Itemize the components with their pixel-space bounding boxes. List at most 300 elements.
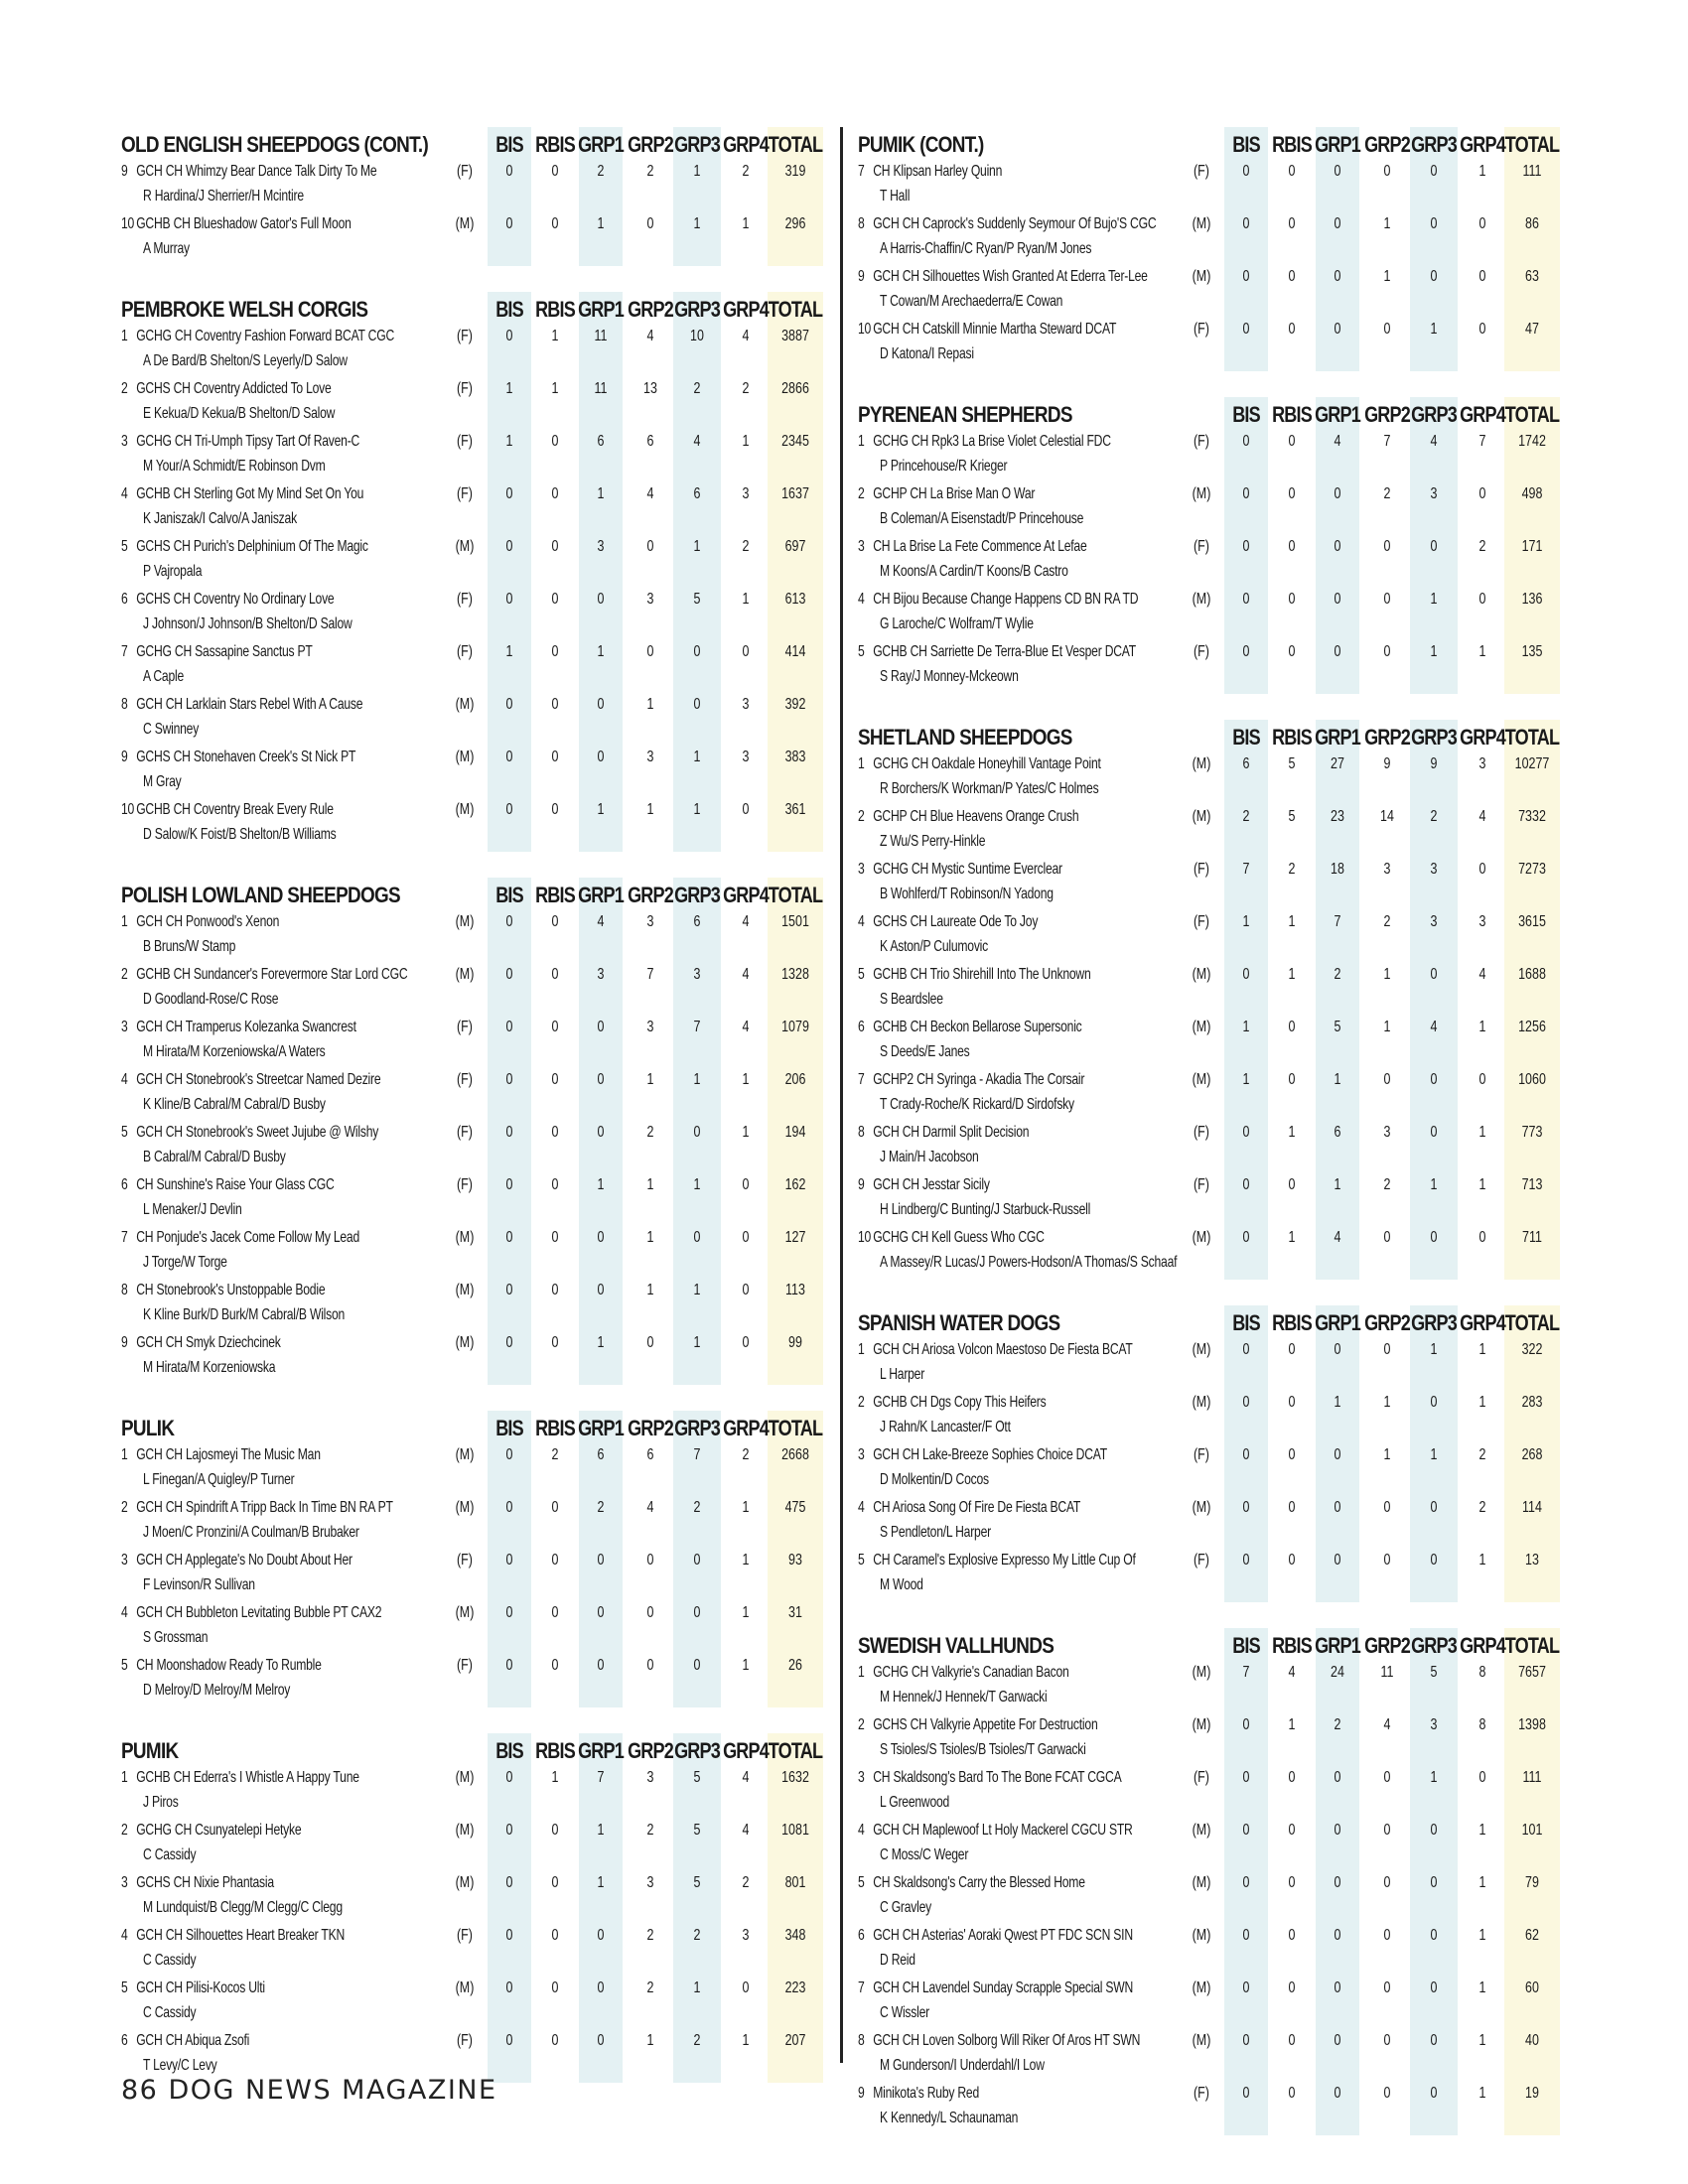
entry-dog-name: GCHP2 CH Syringa - Akadia The Corsair [873, 1071, 1085, 1088]
column-header-total: TOTAL [1504, 725, 1560, 750]
column-header-rbis: RBIS [1272, 132, 1312, 157]
stat-bis: 0 [505, 215, 513, 232]
entry-rank: 1 [858, 755, 865, 772]
stat-bis: 0 [1242, 1927, 1250, 1944]
stat-grp3: 4 [1430, 433, 1438, 450]
stat-bis: 1 [505, 433, 513, 450]
ranking-entry [858, 1444, 1553, 1497]
breed-section [121, 1733, 823, 2083]
entry-dog-name: GCHB CH Beckon Bellarose Supersonic [873, 1019, 1082, 1035]
entry-sex: (M) [1192, 1664, 1211, 1681]
entry-line [858, 1446, 1107, 1464]
column-header-total: TOTAL [768, 1738, 823, 1763]
entry-rank: 8 [121, 1282, 128, 1298]
section-title: PEMBROKE WELSH CORGIS [121, 297, 368, 322]
entry-sex: (M) [1192, 1019, 1211, 1035]
stat-grp4: 1 [742, 1657, 750, 1674]
entry-dog-name: GCH CH Pilisi-Kocos Ulti [136, 1979, 265, 1996]
stat-total: 13 [1525, 1552, 1539, 1569]
stat-grp1: 0 [1334, 1822, 1341, 1839]
section-header [858, 720, 1560, 753]
stat-bis: 0 [1242, 321, 1250, 338]
stat-bis: 0 [505, 913, 513, 930]
entry-sex: (F) [457, 380, 473, 397]
column-header-grp1: GRP1 [1315, 1633, 1360, 1658]
entry-sex: (F) [1194, 2085, 1209, 2102]
entry-owners: C Cassidy [143, 1952, 197, 1969]
entry-owners: J Torge/W Torge [143, 1254, 227, 1271]
entry-owners: S Grossman [143, 1629, 209, 1646]
entry-owners: Z Wu/S Perry-Hinkle [880, 833, 986, 850]
stat-total: 319 [784, 163, 806, 180]
stat-rbis: 0 [551, 485, 559, 502]
stat-total: 127 [784, 1229, 806, 1246]
stat-grp3: 1 [693, 1071, 701, 1088]
column-header-total: TOTAL [768, 132, 823, 157]
entry-owners: D Goodland-Rose/C Rose [143, 991, 279, 1008]
entry-rank: 4 [858, 1499, 865, 1516]
entry-dog-name: GCHB CH Trio Shirehill Into The Unknown [873, 966, 1091, 983]
stat-grp3: 7 [693, 1019, 701, 1035]
stat-grp4: 2 [742, 380, 750, 397]
stat-grp2: 1 [1383, 1394, 1391, 1411]
stat-grp4: 4 [742, 1769, 750, 1786]
ranking-entry [121, 911, 816, 964]
entry-dog-name: GCHB CH Blueshadow Gator's Full Moon [136, 215, 352, 232]
stat-rbis: 4 [1288, 1664, 1296, 1681]
column-header-grp2: GRP2 [628, 132, 673, 157]
stat-grp4: 1 [742, 591, 750, 608]
entry-sex: (M) [1192, 1071, 1211, 1088]
entry-rank: 6 [121, 591, 128, 608]
stat-grp1: 2 [1334, 1716, 1341, 1733]
stat-rbis: 1 [1288, 1124, 1296, 1141]
section-header [858, 397, 1560, 431]
stat-grp4: 0 [742, 1176, 750, 1193]
entry-line [121, 1552, 352, 1570]
stat-grp1: 1 [597, 215, 605, 232]
stat-total: 475 [784, 1499, 806, 1516]
stat-total: 7273 [1518, 861, 1546, 878]
stat-rbis: 0 [551, 1019, 559, 1035]
stat-bis: 0 [1242, 591, 1250, 608]
stat-rbis: 0 [551, 433, 559, 450]
stat-bis: 0 [1242, 2032, 1250, 2049]
stat-grp1: 0 [597, 1604, 605, 1621]
entry-dog-name: GCH CH Spindrift A Tripp Back In Time BN RA PT [136, 1499, 393, 1516]
stat-grp1: 0 [1334, 321, 1341, 338]
column-header-grp1: GRP1 [1315, 725, 1360, 750]
column-header-grp1: GRP1 [1315, 1310, 1360, 1335]
stat-bis: 6 [1242, 755, 1250, 772]
entry-owners: D Katona/I Repasi [880, 345, 974, 362]
stat-rbis: 0 [1288, 591, 1296, 608]
stat-total: 47 [1525, 321, 1539, 338]
entry-sex: (M) [1192, 1394, 1211, 1411]
column-header-total: TOTAL [1504, 1310, 1560, 1335]
section-title: SPANISH WATER DOGS [858, 1310, 1060, 1335]
column-header-grp4: GRP4 [723, 1738, 769, 1763]
stat-grp4: 1 [742, 433, 750, 450]
stat-total: 2866 [781, 380, 809, 397]
entry-line [121, 1282, 325, 1299]
entry-rank: 4 [858, 1822, 865, 1839]
ranking-entry [121, 1280, 816, 1332]
stat-grp2: 11 [1380, 1664, 1394, 1681]
entry-line [858, 433, 1111, 451]
column-header-total: TOTAL [1504, 132, 1560, 157]
column-header-total: TOTAL [768, 1416, 823, 1440]
entry-sex: (F) [457, 1071, 473, 1088]
stat-grp2: 1 [646, 1176, 654, 1193]
entry-sex: (M) [455, 1822, 475, 1839]
stat-grp4: 4 [1478, 966, 1486, 983]
stat-grp4: 0 [1478, 591, 1486, 608]
stat-grp2: 0 [1383, 1979, 1391, 1996]
stat-grp1: 0 [1334, 1927, 1341, 1944]
entry-rank: 2 [858, 808, 865, 825]
stat-grp2: 0 [1383, 643, 1391, 660]
breed-section [858, 127, 1560, 371]
entry-rank: 1 [858, 433, 865, 450]
stat-grp1: 0 [597, 1229, 605, 1246]
entry-line [121, 485, 363, 503]
stat-grp3: 2 [1430, 808, 1438, 825]
ranking-entry [121, 1767, 816, 1820]
section-title: POLISH LOWLAND SHEEPDOGS [121, 883, 400, 907]
entry-line [858, 1124, 1029, 1142]
entry-dog-name: GCH CH Jesstar Sicily [873, 1176, 990, 1193]
stat-rbis: 0 [1288, 1499, 1296, 1516]
entry-rank: 8 [121, 696, 128, 713]
stat-grp3: 5 [1430, 1664, 1438, 1681]
stat-grp1: 0 [597, 1124, 605, 1141]
stat-bis: 0 [505, 1071, 513, 1088]
entry-rank: 5 [858, 1552, 865, 1569]
entry-dog-name: GCH CH Larklain Stars Rebel With A Cause [136, 696, 363, 713]
stat-rbis: 0 [1288, 643, 1296, 660]
ranking-entry [121, 1017, 816, 1069]
ranking-entry [858, 1392, 1553, 1444]
entry-rank: 4 [121, 1927, 128, 1944]
stat-grp3: 2 [693, 2032, 701, 2049]
stat-rbis: 2 [1288, 861, 1296, 878]
entry-sex: (M) [455, 913, 475, 930]
stat-total: 713 [1521, 1176, 1543, 1193]
stat-bis: 0 [505, 801, 513, 818]
stat-grp1: 1 [597, 1874, 605, 1891]
entry-rank: 4 [858, 591, 865, 608]
ranking-entry [121, 1978, 816, 2030]
entry-owners: M Hennek/J Hennek/T Garwacki [880, 1689, 1048, 1706]
ranking-entry [858, 911, 1553, 964]
ranking-entry [858, 1714, 1553, 1767]
stat-grp3: 1 [693, 163, 701, 180]
entry-dog-name: CH Bijou Because Change Happens CD BN RA TD [873, 591, 1139, 608]
entry-owners: K Janiszak/I Calvo/A Janiszak [143, 510, 297, 527]
entry-line [858, 2085, 979, 2103]
stat-rbis: 0 [551, 215, 559, 232]
stat-rbis: 1 [551, 328, 559, 344]
stat-rbis: 0 [1288, 2085, 1296, 2102]
stat-grp2: 3 [646, 1874, 654, 1891]
stat-bis: 0 [1242, 433, 1250, 450]
stat-bis: 0 [505, 749, 513, 765]
stat-grp4: 1 [1478, 1874, 1486, 1891]
ranking-entry [858, 319, 1553, 371]
stat-grp1: 0 [597, 591, 605, 608]
ranking-entry [858, 431, 1553, 483]
column-header-rbis: RBIS [535, 883, 575, 907]
stat-grp2: 0 [1383, 2085, 1391, 2102]
stat-rbis: 0 [551, 1229, 559, 1246]
ranking-entry [121, 641, 816, 694]
stat-grp3: 0 [1430, 2032, 1438, 2049]
stat-total: 26 [788, 1657, 802, 1674]
stat-bis: 0 [505, 538, 513, 555]
stat-grp4: 0 [742, 1229, 750, 1246]
entry-rank: 6 [121, 2032, 128, 2049]
stat-grp4: 0 [742, 801, 750, 818]
stat-rbis: 0 [551, 643, 559, 660]
entry-sex: (F) [457, 433, 473, 450]
entry-line [121, 1071, 380, 1089]
column-header-grp3: GRP3 [674, 883, 720, 907]
stat-bis: 0 [1242, 1229, 1250, 1246]
entry-rank: 2 [121, 1499, 128, 1516]
breed-section [121, 292, 823, 852]
stat-total: 1060 [1518, 1071, 1546, 1088]
entry-sex: (F) [457, 1927, 473, 1944]
stat-rbis: 0 [551, 1282, 559, 1298]
entry-line [858, 1927, 1133, 1945]
stat-bis: 0 [1242, 1176, 1250, 1193]
stat-grp1: 2 [597, 163, 605, 180]
stat-rbis: 0 [1288, 1769, 1296, 1786]
ranking-entry [121, 378, 816, 431]
stat-grp4: 1 [742, 1604, 750, 1621]
stat-grp2: 0 [646, 1552, 654, 1569]
stat-rbis: 2 [551, 1446, 559, 1463]
entry-owners: M Your/A Schmidt/E Robinson Dvm [143, 458, 326, 475]
stat-bis: 0 [1242, 1341, 1250, 1358]
ranking-entry [121, 483, 816, 536]
stat-grp1: 1 [597, 485, 605, 502]
entry-line [858, 966, 1091, 984]
stat-total: 86 [1525, 215, 1539, 232]
stat-grp4: 3 [742, 696, 750, 713]
stat-total: 7657 [1518, 1664, 1546, 1681]
stat-bis: 0 [505, 1604, 513, 1621]
entry-owners: A Harris-Chaffin/C Ryan/P Ryan/M Jones [880, 240, 1092, 257]
entry-line [121, 1769, 359, 1787]
stat-rbis: 0 [551, 1657, 559, 1674]
stat-total: 136 [1521, 591, 1543, 608]
stat-grp2: 0 [646, 538, 654, 555]
entry-line [121, 1822, 301, 1840]
section-title: PUMIK [121, 1738, 179, 1763]
stat-bis: 0 [505, 1124, 513, 1141]
stat-grp1: 0 [597, 696, 605, 713]
stat-grp2: 1 [1383, 268, 1391, 285]
entry-rank: 9 [121, 749, 128, 765]
entry-rank: 2 [121, 1822, 128, 1839]
entry-dog-name: GCHG CH Csunyatelepi Hetyke [136, 1822, 302, 1839]
section-header [121, 1733, 823, 1767]
stat-grp3: 1 [693, 538, 701, 555]
column-header-bis: BIS [495, 883, 523, 907]
entry-owners: C Cassidy [143, 2004, 197, 2021]
stat-grp4: 4 [742, 1019, 750, 1035]
entry-dog-name: GCHS CH Valkyrie Appetite For Destruction [873, 1716, 1098, 1733]
stat-grp4: 2 [1478, 1499, 1486, 1516]
entry-rank: 4 [121, 1604, 128, 1621]
stat-bis: 0 [1242, 215, 1250, 232]
entry-line [121, 966, 407, 984]
ranking-entry [121, 1925, 816, 1978]
column-header-rbis: RBIS [535, 1738, 575, 1763]
entry-owners: F Levinson/R Sullivan [143, 1576, 255, 1593]
stat-bis: 0 [505, 1176, 513, 1193]
entry-rank: 8 [858, 1124, 865, 1141]
stat-grp1: 6 [597, 1446, 605, 1463]
entry-dog-name: GCHB CH Sterling Got My Mind Set On You [136, 485, 364, 502]
entry-line [121, 1657, 322, 1675]
stat-rbis: 0 [1288, 1341, 1296, 1358]
stat-bis: 2 [1242, 808, 1250, 825]
stat-bis: 0 [1242, 1822, 1250, 1839]
column-header-grp4: GRP4 [723, 297, 769, 322]
ranking-entry [858, 806, 1553, 859]
entry-line [121, 696, 362, 714]
entry-dog-name: CH Moonshadow Ready To Rumble [136, 1657, 322, 1674]
entry-rank: 7 [858, 1979, 865, 1996]
entry-dog-name: GCHB CH Ederra's I Whistle A Happy Tune [136, 1769, 359, 1786]
entry-sex: (M) [455, 1979, 475, 1996]
stat-grp3: 1 [1430, 1446, 1438, 1463]
stat-grp3: 3 [1430, 485, 1438, 502]
entry-rank: 1 [121, 913, 128, 930]
entry-owners: S Tsioles/S Tsioles/B Tsioles/T Garwacki [880, 1741, 1086, 1758]
entry-owners: J Johnson/J Johnson/B Shelton/D Salow [143, 615, 352, 632]
stat-total: 1637 [781, 485, 809, 502]
entry-rank: 2 [858, 1716, 865, 1733]
stat-grp3: 0 [1430, 1394, 1438, 1411]
stat-grp1: 4 [1334, 1229, 1341, 1246]
stat-grp2: 1 [1383, 1446, 1391, 1463]
entry-rank: 3 [858, 861, 865, 878]
entry-dog-name: GCH CH Lake-Breeze Sophies Choice DCAT [873, 1446, 1107, 1463]
stat-grp1: 0 [597, 1927, 605, 1944]
stat-grp1: 2 [597, 1499, 605, 1516]
stat-grp1: 7 [1334, 913, 1341, 930]
column-header-bis: BIS [495, 1416, 523, 1440]
entry-sex: (F) [457, 1552, 473, 1569]
stat-grp2: 3 [646, 749, 654, 765]
stat-grp1: 24 [1331, 1664, 1344, 1681]
entry-sex: (F) [457, 328, 473, 344]
stat-total: 63 [1525, 268, 1539, 285]
stat-grp1: 18 [1331, 861, 1344, 878]
stat-grp3: 1 [693, 1282, 701, 1298]
stat-rbis: 0 [551, 1071, 559, 1088]
stat-grp2: 2 [646, 163, 654, 180]
ranking-entry [858, 1872, 1553, 1925]
stat-grp3: 4 [693, 433, 701, 450]
stat-grp3: 1 [693, 215, 701, 232]
stat-bis: 1 [505, 643, 513, 660]
entry-owners: A De Bard/B Shelton/S Leyerly/D Salow [143, 352, 348, 369]
entry-sex: (M) [1192, 591, 1211, 608]
entry-line [121, 591, 334, 609]
stat-grp3: 5 [693, 591, 701, 608]
column-divider [840, 127, 843, 2063]
stat-grp3: 0 [693, 1604, 701, 1621]
stat-bis: 0 [1242, 163, 1250, 180]
entry-owners: H Lindberg/C Bunting/J Starbuck-Russell [880, 1201, 1091, 1218]
ranking-entry [858, 964, 1553, 1017]
entry-owners: G Laroche/C Wolfram/T Wylie [880, 615, 1034, 632]
entry-dog-name: CH Stonebrook's Unstoppable Bodie [136, 1282, 326, 1298]
stat-bis: 0 [1242, 1394, 1250, 1411]
entry-dog-name: GCHG CH Coventry Fashion Forward BCAT CGC [136, 328, 395, 344]
breed-section [121, 878, 823, 1385]
entry-sex: (M) [1192, 1822, 1211, 1839]
entry-owners: K Kline Burk/D Burk/M Cabral/B Wilson [143, 1306, 346, 1323]
stat-rbis: 0 [1288, 1927, 1296, 1944]
stat-grp1: 6 [597, 433, 605, 450]
stat-grp4: 1 [742, 1124, 750, 1141]
ranking-entry [858, 1550, 1553, 1602]
entry-dog-name: GCH CH Lavendel Sunday Scrapple Special SWN [873, 1979, 1134, 1996]
stat-grp4: 1 [1478, 2032, 1486, 2049]
section-title: OLD ENGLISH SHEEPDOGS (CONT.) [121, 132, 429, 157]
column-header-bis: BIS [1232, 1310, 1260, 1335]
stat-grp1: 3 [597, 966, 605, 983]
entry-rank: 3 [121, 433, 128, 450]
column-header-grp1: GRP1 [578, 132, 624, 157]
stat-grp4: 0 [1478, 485, 1486, 502]
entry-owners: M Hirata/M Korzeniowska/A Waters [143, 1043, 326, 1060]
stat-grp4: 3 [1478, 913, 1486, 930]
entry-rank: 5 [121, 538, 128, 555]
entry-rank: 2 [121, 380, 128, 397]
section-header [121, 292, 823, 326]
entry-sex: (M) [1192, 1341, 1211, 1358]
stat-grp3: 1 [1430, 1176, 1438, 1193]
entry-line [858, 215, 1156, 233]
section-header [121, 127, 823, 161]
stat-grp4: 1 [742, 1071, 750, 1088]
stat-total: 1742 [1518, 433, 1546, 450]
column-header-bis: BIS [1232, 132, 1260, 157]
stat-grp2: 0 [1383, 1822, 1391, 1839]
entry-line [121, 1499, 393, 1517]
breed-section [858, 720, 1560, 1280]
stat-grp4: 4 [742, 966, 750, 983]
column-header-total: TOTAL [1504, 402, 1560, 427]
stat-bis: 0 [1242, 1874, 1250, 1891]
stat-grp1: 1 [1334, 1394, 1341, 1411]
ranking-entry [121, 1174, 816, 1227]
entry-owners: D Reid [880, 1952, 915, 1969]
entry-sex: (F) [457, 485, 473, 502]
entry-dog-name: GCH CH Bubbleton Levitating Bubble PT CAX2 [136, 1604, 382, 1621]
stat-grp4: 1 [1478, 2085, 1486, 2102]
stat-grp3: 0 [1430, 1822, 1438, 1839]
column-header-grp2: GRP2 [628, 297, 673, 322]
entry-owners: S Pendleton/L Harper [880, 1524, 991, 1541]
